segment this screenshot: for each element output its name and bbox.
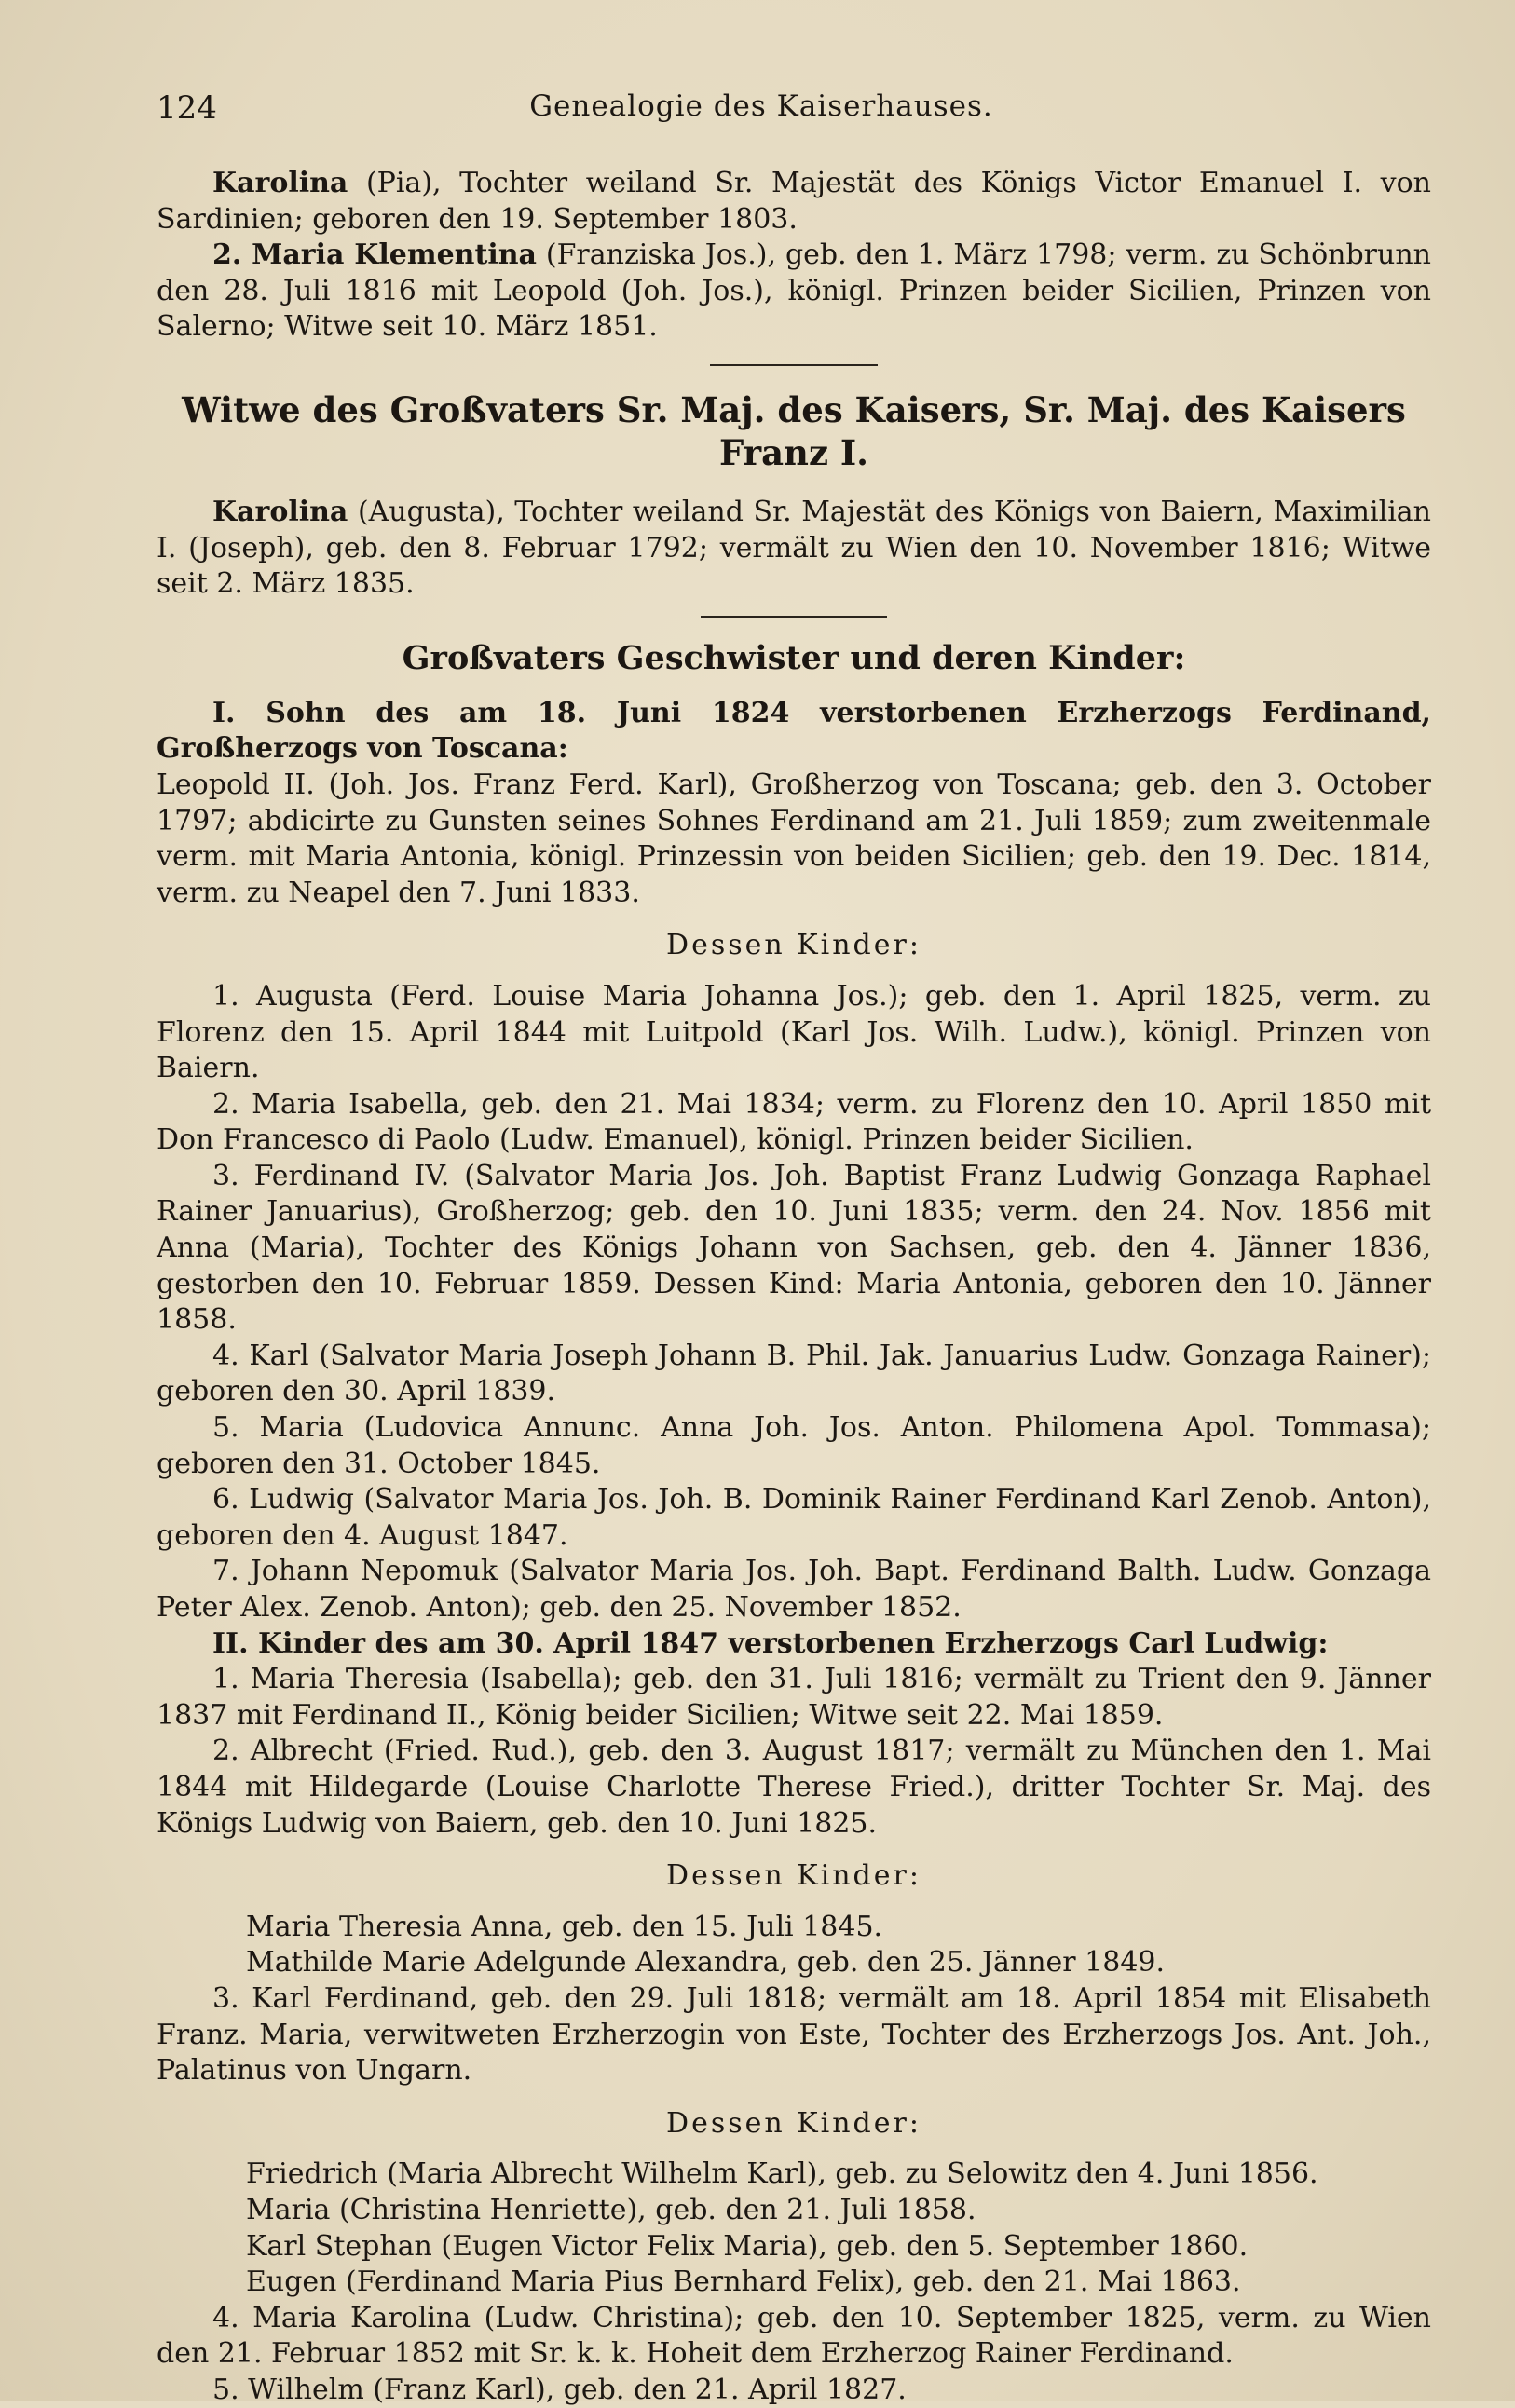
section-heading-witwe: Witwe des Großvaters Sr. Maj. des Kaisers, Sr. Maj. des Kaisers Franz I.: [182, 388, 1406, 473]
list-item: 7. Johann Nepomuk (Salvator Maria Jos. Joh. Bapt. Ferdinand Balth. Ludw. Gonzaga Peter Alex. Zenob. Anton); geb. den 25. November 1852.: [157, 1555, 1431, 1624]
entry-name: 2. Maria Klementina: [212, 238, 537, 272]
list-item: 2. Albrecht (Fried. Rud.), geb. den 3. August 1817; vermält zu München den 1. Mai 1844 mit Hildegarde (Louise Charlotte Therese Fried.), dritter Tochter Sr. Maj. des Königs Ludwig von Baiern, geb. den 10. Juni 1825.: [157, 1735, 1431, 1840]
list-item: 1. Maria Theresia (Isabella); geb. den 31. Juli 1816; vermält zu Trient den 9. Jänner 1837 mit Ferdinand II., König beider Sicilien; Witwe seit 22. Mai 1859.: [157, 1663, 1431, 1732]
list-item: 4. Maria Karolina (Ludw. Christina); geb. den 10. September 1825, verm. zu Wien den 21. Februar 1852 mit Sr. k. k. Hoheit dem Erzherzog Rainer Ferdinand.: [157, 2301, 1431, 2371]
entry-text: (Augusta), Tochter weiland Sr. Majestät des Königs von Baiern, Maximilian I. (Joseph), geb. den 8. Februar 1792; vermält zu Wien den 10. November 1816; Witwe seit 2. März 1835.: [157, 495, 1431, 601]
list-item: 2. Maria Isabella, geb. den 21. Mai 1834; verm. zu Florenz den 10. April 1850 mit Don Francesco di Paolo (Ludw. Emanuel), königl. Prinzen beider Sicilien.: [157, 1087, 1431, 1157]
entry-text: (Pia), Tochter weiland Sr. Majestät des Königs Victor Emanuel I. von Sardinien; geboren den 19. September 1803.: [157, 167, 1431, 236]
list-item: 5. Wilhelm (Franz Karl), geb. den 21. April 1827.: [212, 2373, 907, 2406]
page-body: [157, 166, 1431, 2408]
list-item: 5. Maria (Ludovica Annunc. Anna Joh. Jos. Anton. Philomena Apol. Tommasa); geboren den 31. October 1845.: [157, 1411, 1431, 1480]
list-item: Karl Stephan (Eugen Victor Felix Maria), geb. den 5. September 1860.: [246, 2229, 1249, 2263]
section-divider: [710, 364, 878, 366]
list-item: 1. Augusta (Ferd. Louise Maria Johanna Jos.); geb. den 1. April 1825, verm. zu Florenz den 15. April 1844 mit Luitpold (Karl Jos. Wilh. Ludw.), königl. Prinzen von Baiern.: [157, 979, 1431, 1085]
list-item: Friedrich (Maria Albrecht Wilhelm Karl), geb. zu Selowitz den 4. Juni 1856.: [246, 2157, 1318, 2191]
list-item: Maria (Christina Henriette), geb. den 21. Juli 1858.: [246, 2193, 976, 2226]
dessen-kinder-label: Dessen Kinder:: [666, 2106, 921, 2140]
part-one-title: I. Sohn des am 18. Juni 1824 verstorbenen Erzherzogs Ferdinand, Großherzogs von Toscana:: [157, 696, 1431, 766]
section-heading-geschwister: Großvaters Geschwister und deren Kinder:: [402, 638, 1186, 677]
entry-name: Karolina: [212, 167, 348, 199]
list-item: 6. Ludwig (Salvator Maria Jos. Joh. B. Dominik Rainer Ferdinand Karl Zenob. Anton), geboren den 4. August 1847.: [157, 1483, 1431, 1552]
part-two-title: II. Kinder des am 30. April 1847 verstorbenen Erzherzogs Carl Ludwig:: [212, 1626, 1329, 1660]
list-item: Eugen (Ferdinand Maria Pius Bernhard Felix), geb. den 21. Mai 1863.: [246, 2265, 1241, 2299]
list-item: Maria Theresia Anna, geb. den 15. Juli 1845.: [246, 1910, 883, 1943]
list-item: 3. Karl Ferdinand, geb. den 29. Juli 1818; vermält am 18. April 1854 mit Elisabeth Franz. Maria, verwitweten Erzherzogin von Este, Tochter des Erzherzogs Jos. Ant. Joh., Palatinus von Ungarn.: [157, 1981, 1431, 2088]
entry-name: Karolina: [212, 495, 348, 528]
entry-text: (Franziska Jos.), geb. den 1. März 1798; verm. zu Schönbrunn den 28. Juli 1816 mit Leopold (Joh. Jos.), königl. Prinzen beider Sicilien, Prinzen von Salerno; Witwe seit 10. März 1851.: [157, 238, 1431, 344]
page-number: 124: [157, 89, 217, 127]
page-header: [157, 89, 1366, 130]
running-title: Genealogie des Kaiserhauses.: [529, 89, 993, 123]
section-divider: [701, 616, 887, 618]
dessen-kinder-label: Dessen Kinder:: [666, 1859, 921, 1893]
entry-maria-klementina: [157, 238, 1431, 346]
entry-leopold-ii: Leopold II. (Joh. Jos. Franz Ferd. Karl), Großherzog von Toscana; geb. den 3. October 1797; abdicirte zu Gunsten seines Sohnes Ferdinand am 21. Juli 1859; zum zweitenmale verm. mit Maria Antonia, königl. Prinzessin von beiden Sicilien; geb. den 19. Dec. 1814, verm. zu Neapel den 7. Juni 1833.: [157, 768, 1431, 909]
list-item: Mathilde Marie Adelgunde Alexandra, geb. den 25. Jänner 1849.: [246, 1946, 1166, 1979]
entry-karolina-augusta: [157, 495, 1431, 603]
list-item: 4. Karl (Salvator Maria Joseph Johann B. Phil. Jak. Januarius Ludw. Gonzaga Rainer); geboren den 30. April 1839.: [157, 1339, 1431, 1408]
dessen-kinder-label: Dessen Kinder:: [666, 929, 921, 962]
entry-karolina-pia: [157, 166, 1431, 238]
list-item: 3. Ferdinand IV. (Salvator Maria Jos. Joh. Baptist Franz Ludwig Gonzaga Raphael Rainer Januarius), Großherzog; geb. den 10. Juni 1835; verm. den 24. Nov. 1856 mit Anna (Maria), Tochter des Königs Johann von Sachsen, geb. den 4. Jänner 1836, gestorben den 10. Februar 1859. Dessen Kind: Maria Antonia, geboren den 10. Jänner 1858.: [157, 1159, 1431, 1337]
